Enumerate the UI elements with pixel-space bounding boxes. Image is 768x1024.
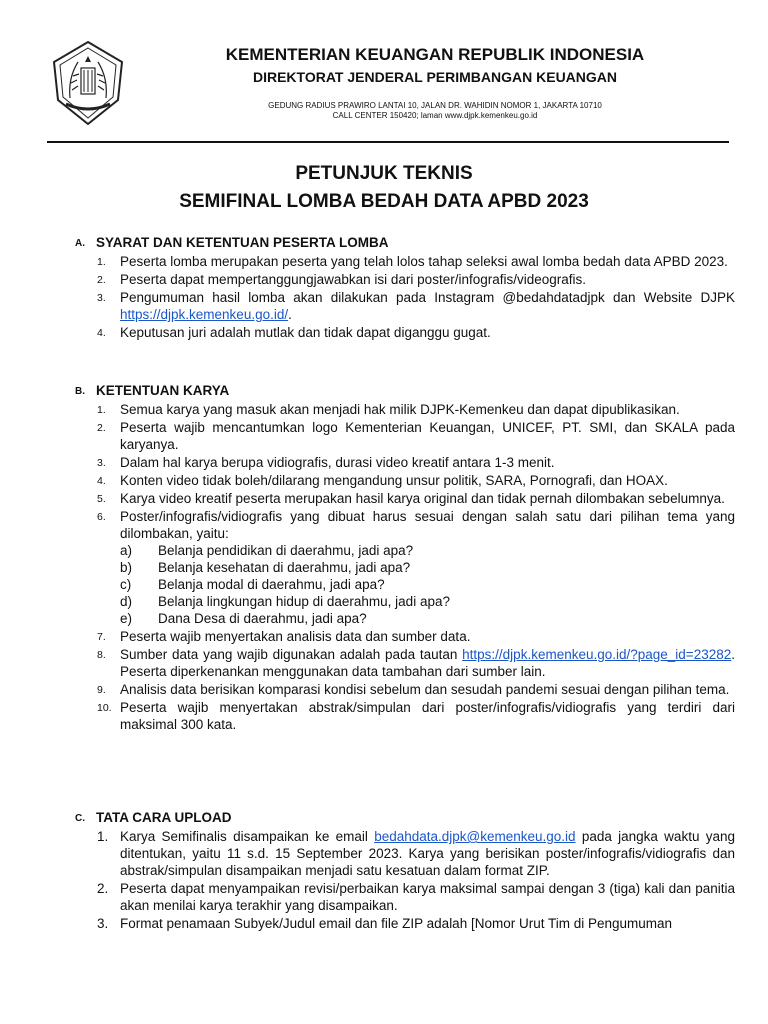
hyperlink[interactable]: bedahdata.djpk@kemenkeu.go.id bbox=[374, 829, 576, 844]
section-requirements bbox=[75, 234, 735, 342]
item-list bbox=[75, 401, 735, 733]
item-number: 2. bbox=[97, 422, 106, 434]
theme-text: Belanja lingkungan hidup di daerahmu, jadi apa? bbox=[158, 594, 450, 609]
item-text: Karya Semifinalis disampaikan ke email bbox=[120, 829, 375, 844]
section-work-provisions bbox=[75, 382, 735, 734]
theme-letter: d) bbox=[120, 594, 133, 609]
list-item bbox=[75, 699, 735, 733]
theme-letter: c) bbox=[120, 577, 132, 592]
item-text: Poster/infografis/vidiografis yang dibuat harus sesuai dengan salah satu dari pilihan tema yang dilombakan, yaitu: bbox=[120, 509, 735, 541]
section-heading bbox=[75, 234, 735, 251]
item-number: 7. bbox=[97, 631, 106, 643]
item-number: 1. bbox=[97, 829, 109, 844]
item-number: 10. bbox=[97, 702, 112, 714]
item-number: 4. bbox=[97, 475, 106, 487]
hyperlink[interactable]: https://djpk.kemenkeu.go.id/ bbox=[120, 307, 289, 322]
section-heading bbox=[75, 809, 735, 826]
ministry-name: KEMENTERIAN KEUANGAN REPUBLIK INDONESIA bbox=[225, 45, 645, 64]
item-list bbox=[75, 253, 735, 341]
theme-item bbox=[120, 542, 735, 559]
document-title: PETUNJUK TEKNIS bbox=[295, 163, 473, 184]
item-text: Peserta wajib mencantumkan logo Kementerian Keuangan, UNICEF, PT. SMI, dan SKALA pada karyanya. bbox=[120, 420, 735, 452]
ministry-emblem-icon bbox=[50, 40, 126, 126]
section-title: SYARAT DAN KETENTUAN PESERTA LOMBA bbox=[96, 235, 389, 250]
section-letter: B. bbox=[75, 386, 85, 397]
list-item bbox=[75, 646, 735, 680]
item-text: Karya video kreatif peserta merupakan hasil karya original dan tidak pernah dilombakan sebelumnya. bbox=[120, 491, 725, 506]
contact-line: CALL CENTER 150420; laman www.djpk.kemenkeu.go.id bbox=[332, 111, 538, 120]
list-item bbox=[75, 915, 735, 932]
item-text: Dalam hal karya berupa vidiografis, durasi video kreatif antara 1-3 menit. bbox=[120, 455, 555, 470]
item-number: 3. bbox=[97, 916, 109, 931]
list-item bbox=[75, 454, 735, 471]
item-text: Semua karya yang masuk akan menjadi hak milik DJPK-Kemenkeu dan dapat dipublikasikan. bbox=[120, 402, 680, 417]
section-letter: C. bbox=[75, 813, 85, 824]
directorate-name: DIREKTORAT JENDERAL PERIMBANGAN KEUANGAN bbox=[252, 69, 618, 85]
list-item bbox=[75, 880, 735, 914]
theme-text: Dana Desa di daerahmu, jadi apa? bbox=[158, 611, 367, 626]
item-number: 4. bbox=[97, 327, 106, 339]
theme-text: Belanja kesehatan di daerahmu, jadi apa? bbox=[158, 560, 411, 575]
item-text: Peserta dapat mempertanggungjawabkan isi dari poster/infografis/videografis. bbox=[120, 272, 587, 287]
list-item bbox=[75, 324, 735, 341]
theme-list bbox=[120, 542, 735, 627]
item-text: Peserta wajib menyertakan analisis data dan sumber data. bbox=[120, 629, 471, 644]
list-item bbox=[75, 401, 735, 418]
theme-letter: e) bbox=[120, 611, 133, 626]
theme-letter: b) bbox=[120, 560, 133, 575]
section-upload-procedure bbox=[75, 809, 735, 933]
list-item bbox=[75, 253, 735, 270]
section-letter: A. bbox=[75, 238, 85, 249]
address-block bbox=[140, 101, 730, 121]
list-item bbox=[75, 472, 735, 489]
item-number: 9. bbox=[97, 684, 106, 696]
document-subtitle: SEMIFINAL LOMBA BEDAH DATA APBD 2023 bbox=[179, 191, 589, 212]
item-text-continued: pada jangka waktu yang ditentukan, yaitu 11 s.d. 15 September 2023. Karya yang berisikan poster/infografis/vidiografis dan abstrak/simpulan disampaikan menjadi satu kesatuan dalam format ZIP. bbox=[120, 829, 735, 878]
list-item bbox=[75, 681, 735, 698]
item-list bbox=[75, 828, 735, 932]
item-text: Peserta dapat menyampaikan revisi/perbaikan karya maksimal sampai dengan 3 (tiga) kali dan panitia akan menilai karya terakhir yang disampaikan. bbox=[120, 881, 735, 913]
item-number: 5. bbox=[97, 493, 106, 505]
item-text: Format penamaan Subyek/Judul email dan file ZIP adalah [Nomor Urut Tim di Pengumuman bbox=[120, 916, 673, 931]
list-item bbox=[75, 628, 735, 645]
theme-letter: a) bbox=[120, 543, 133, 558]
section-title: TATA CARA UPLOAD bbox=[96, 810, 232, 825]
theme-text: Belanja modal di daerahmu, jadi apa? bbox=[158, 577, 385, 592]
list-item bbox=[75, 271, 735, 288]
item-number: 3. bbox=[97, 292, 106, 304]
section-heading bbox=[75, 382, 735, 399]
list-item bbox=[75, 289, 735, 323]
item-number: 1. bbox=[97, 256, 106, 268]
item-number: 8. bbox=[97, 649, 106, 661]
theme-item bbox=[120, 610, 735, 627]
list-item bbox=[75, 490, 735, 507]
theme-item bbox=[120, 576, 735, 593]
theme-text: Belanja pendidikan di daerahmu, jadi apa? bbox=[158, 543, 414, 558]
header-divider bbox=[47, 141, 729, 143]
item-text: Peserta lomba merupakan peserta yang telah lolos tahap seleksi awal lomba bedah data APBD 2023. bbox=[120, 254, 728, 269]
theme-item bbox=[120, 593, 735, 610]
item-text: Pengumuman hasil lomba akan dilakukan pada Instagram @bedahdatadjpk dan Website DJPK bbox=[120, 290, 735, 305]
item-text-continued: . bbox=[288, 307, 292, 322]
item-text: Peserta wajib menyertakan abstrak/simpulan dari poster/infografis/vidiografis yang terdiri dari maksimal 300 kata. bbox=[120, 700, 735, 732]
item-number: 2. bbox=[97, 881, 109, 896]
item-number: 6. bbox=[97, 511, 106, 523]
item-text-continued: . Peserta diperkenankan menggunakan data tambahan dari sumber lain. bbox=[120, 647, 735, 679]
address-line: GEDUNG RADIUS PRAWIRO LANTAI 10, JALAN DR. WAHIDIN NOMOR 1, JAKARTA 10710 bbox=[268, 101, 602, 110]
item-text: Sumber data yang wajib digunakan adalah pada tautan bbox=[120, 647, 463, 662]
item-text: Konten video tidak boleh/dilarang mengandung unsur politik, SARA, Pornografi, dan HOAX. bbox=[120, 473, 668, 488]
item-number: 3. bbox=[97, 457, 106, 469]
item-text: Analisis data berisikan komparasi kondisi sebelum dan sesudah pandemi sesuai dengan pilihan tema. bbox=[120, 682, 730, 697]
list-item bbox=[75, 419, 735, 453]
hyperlink[interactable]: https://djpk.kemenkeu.go.id/?page_id=23282 bbox=[462, 647, 732, 662]
section-title: KETENTUAN KARYA bbox=[96, 383, 230, 398]
list-item bbox=[75, 828, 735, 879]
list-item bbox=[75, 508, 735, 627]
item-number: 2. bbox=[97, 274, 106, 286]
item-text: Keputusan juri adalah mutlak dan tidak dapat diganggu gugat. bbox=[120, 325, 491, 340]
item-number: 1. bbox=[97, 404, 106, 416]
theme-item bbox=[120, 559, 735, 576]
